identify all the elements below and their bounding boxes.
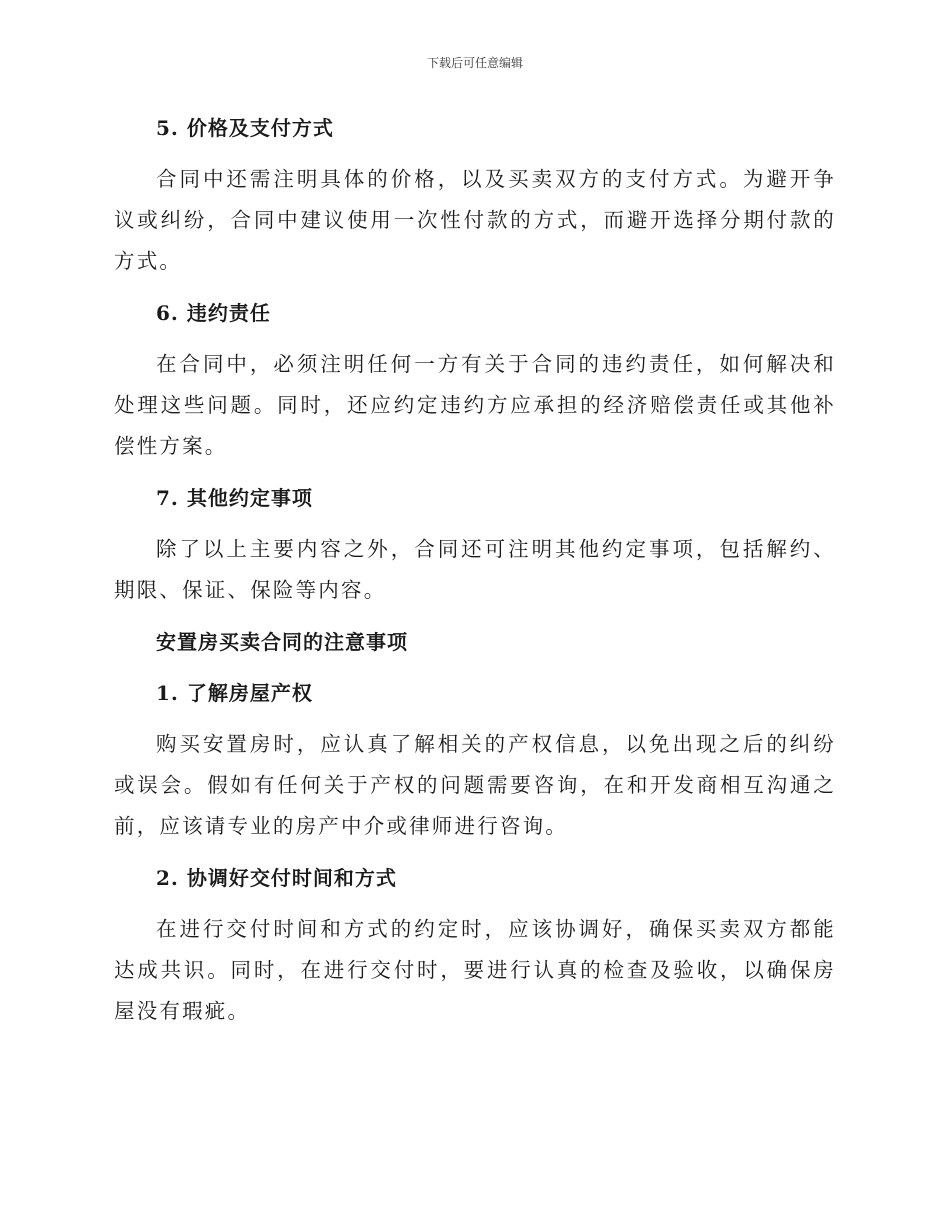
- document-body: [114, 108, 836, 1043]
- section-heading: 2. 协调好交付时间和方式: [156, 866, 397, 890]
- section-paragraph: 除了以上主要内容之外，合同还可注明其他约定事项，包括解约、期限、保证、保险等内容。: [114, 537, 836, 602]
- section-paragraph: 在进行交付时间和方式的约定时，应该协调好，确保买卖双方都能达成共识。同时，在进行交付时，要进行认真的检查及验收，以确保房屋没有瑕疵。: [114, 917, 836, 1023]
- chapter-heading: 安置房买卖合同的注意事项: [156, 630, 408, 654]
- section-paragraph: 合同中还需注明具体的价格，以及买卖双方的支付方式。为避开争议或纠纷，合同中建议使用一次性付款的方式，而避开选择分期付款的方式。: [114, 167, 836, 273]
- section-heading: 6. 违约责任: [156, 301, 271, 325]
- page-header: 下载后可任意编辑: [426, 56, 523, 70]
- section-heading: 5. 价格及支付方式: [156, 116, 334, 140]
- section-paragraph: 购买安置房时，应认真了解相关的产权信息，以免出现之后的纠纷或误会。假如有任何关于产权的问题需要咨询，在和开发商相互沟通之前，应该请专业的房产中介或律师进行咨询。: [114, 732, 836, 838]
- section-paragraph: 在合同中，必须注明任何一方有关于合同的违约责任，如何解决和处理这些问题。同时，还应约定违约方应承担的经济赔偿责任或其他补偿性方案。: [114, 352, 836, 458]
- section-heading: 1. 了解房屋产权: [156, 681, 313, 705]
- section-heading: 7. 其他约定事项: [156, 486, 313, 510]
